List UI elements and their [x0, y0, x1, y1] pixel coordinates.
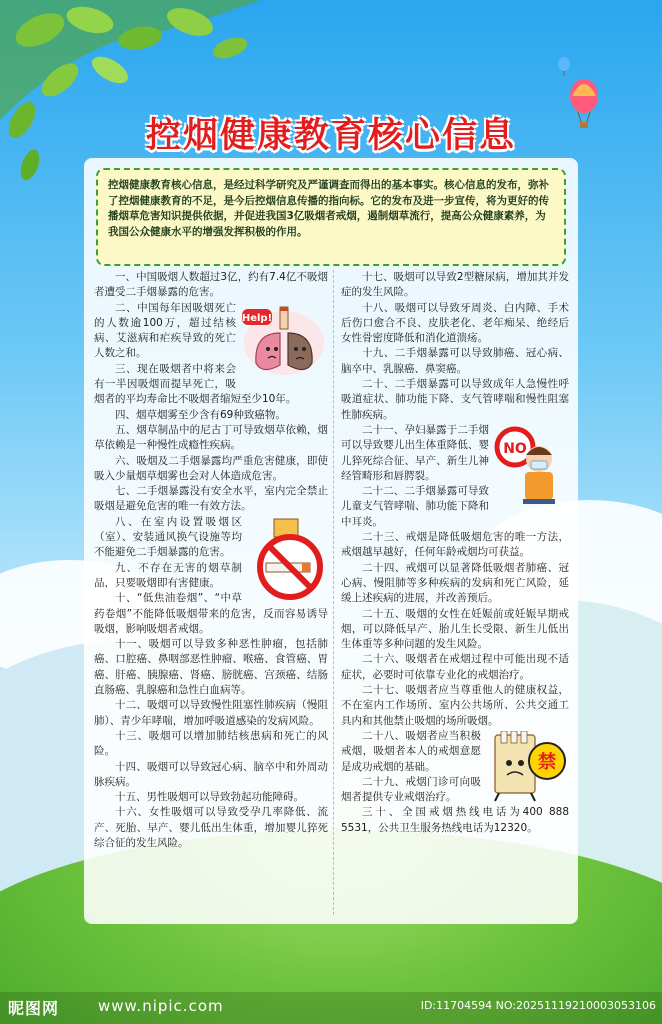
- core-message: 十三、吸烟可以增加肺结核患病和死亡的风险。: [94, 729, 328, 758]
- core-message: 十二、吸烟可以导致慢性阻塞性肺疾病（慢阻肺）、青少年哮喘，增加呼吸道感染的发病风险。: [94, 699, 328, 727]
- help-bubble-text: Help!: [241, 312, 273, 324]
- core-message: 十八、吸烟可以导致牙周炎、白内障、手术后伤口愈合不良、皮肤老化、老年痴呆、绝经后女性骨密度降低和消化道溃疡。: [341, 301, 569, 345]
- core-message: 十七、吸烟可以导致2型糖尿病，增加其并发症的发生风险。: [341, 271, 569, 299]
- core-message: 二十七、吸烟者应当尊重他人的健康权益，不在室内工作场所、室内公共场所、公共交通工具内和其他禁止吸烟的场所吸烟。: [341, 684, 569, 727]
- core-message: 五、烟草制品中的尼古丁可导致烟草依赖，烟草依赖是一种慢性成瘾性疾病。: [94, 423, 328, 452]
- core-message: 九、不存在无害的烟草制品，只要吸烟即有害健康。: [94, 561, 242, 589]
- watermark-logo: 昵图网: [8, 999, 60, 1018]
- core-message: 三、现在吸烟者中将来会有一半因吸烟而提早死亡，吸烟者的平均寿命比不吸烟者缩短至少10年。: [94, 362, 297, 406]
- column-divider: [333, 270, 334, 915]
- left-column: [94, 270, 328, 851]
- core-message: 八、在室内设置吸烟区（室）、安装通风换气设施等均不能避免二手烟暴露的危害。: [94, 515, 242, 559]
- core-message: 二十二、二手烟暴露可导致儿童支气管哮喘、肺功能下降和中耳炎。: [341, 485, 489, 528]
- core-message: 六、吸烟及二手烟暴露均严重危害健康，即使吸入少量烟草烟雾也会对人体造成危害。: [94, 454, 328, 482]
- core-message: 二十三、戒烟是降低吸烟危害的唯一方法，戒烟越早越好，任何年龄戒烟均可获益。: [341, 531, 569, 559]
- core-message: 二十、二手烟暴露可以导致成年人急慢性呼吸道症状、肺功能下降、支气管哮喘和慢性阻塞性肺疾病。: [341, 378, 569, 421]
- core-message: 十五、男性吸烟可以导致勃起功能障碍。: [115, 791, 304, 804]
- no-smoking-icon: [246, 517, 328, 601]
- core-message: 十、“低焦油卷烟”、“中草药卷烟”不能降低吸烟带来的危害，反而容易诱导吸烟，影响吸烟者戒烟。: [94, 592, 328, 635]
- page-title: 控烟健康教育核心信息: [145, 116, 516, 156]
- core-message: 十四、吸烟可以导致冠心病、脑卒中和外周动脉疾病。: [94, 760, 328, 788]
- core-message: 二十八、吸烟者应当积极戒烟，吸烟者本人的戒烟意愿是成功戒烟的基础。: [341, 729, 481, 773]
- sick-lungs-illustration: [240, 303, 328, 379]
- core-message: 一、中国吸烟人数超过3亿，约有7.4亿不吸烟者遭受二手烟暴露的危害。: [94, 271, 328, 299]
- core-message: 四、烟草烟雾至少含有69种致癌物。: [115, 408, 286, 421]
- core-message: 七、二手烟暴露没有安全水平，室内完全禁止吸烟是避免危害的唯一有效方法。: [94, 485, 328, 513]
- core-message: 十九、二手烟暴露可以导致肺癌、冠心病、脑卒中、乳腺癌、鼻窦癌。: [341, 347, 569, 375]
- ban-sign-text: 禁: [538, 751, 556, 773]
- watermark-site: www.nipic.com: [98, 997, 224, 1015]
- core-message: 十六、女性吸烟可以导致受孕几率降低、流产、死胎、早产、婴儿低出生体重，增加婴儿猝死综合征的发生风险。: [94, 806, 328, 849]
- core-message: 二十一、孕妇暴露于二手烟可以导致婴儿出生体重降低、婴儿猝死综合征、早产、新生儿神经管畸形和唇腭裂。: [341, 423, 489, 482]
- cigarette-pack-ban-illustration: [485, 731, 569, 803]
- core-message: 二十九、戒烟门诊可向吸烟者提供专业戒烟治疗。: [341, 775, 481, 804]
- core-message: 二十四、戒烟可以显著降低吸烟者肺癌、冠心病、慢阻肺等多种疾病的发病和死亡风险，延缓上述疾病的进展，并改善预后。: [341, 561, 569, 605]
- watermark-id: ID:11704594 NO:20251119210003053106: [420, 999, 656, 1012]
- intro-box: 控烟健康教育核心信息，是经过科学研究及严谨调查而得出的基本事实。核心信息的发布，弥补了控烟健康教育的不足，是今后控烟信息传播的指向标。它的发布及进一步宣传，将为更好的传播烟草危害知识提供依据，并促进我国3亿吸烟者戒烟，遏制烟草流行，提高公众健康素养，为我国公众健康水平的增强发挥积极的作用。: [96, 168, 566, 266]
- svg-text:NO: NO: [503, 440, 527, 457]
- masked-boy-refusing-smoke-illustration: [493, 425, 569, 505]
- core-message: 二十五、吸烟的女性在妊娠前或妊娠早期戒烟，可以降低早产、胎儿生长受限、新生儿低出生体重等多种问题的发生风险。: [341, 607, 569, 651]
- right-column: [341, 270, 569, 836]
- core-message: 二、中国每年因吸烟死亡的人数逾100万，超过结核病、艾滋病和疟疾导致的死亡人数之和。: [94, 301, 236, 360]
- core-message: 三十、全国戒烟热线电话为400 888 5531，公共卫生服务热线电话为12320。: [341, 806, 569, 834]
- core-message: 二十六、吸烟者在戒烟过程中可能出现不适症状，必要时可依靠专业化的戒烟治疗。: [341, 653, 569, 681]
- core-message: 十一、吸烟可以导致多种恶性肿瘤，包括肺癌、口腔癌、鼻咽部恶性肿瘤、喉癌、食管癌、胃癌、肝癌、胰腺癌、肾癌、膀胱癌、宫颈癌、结肠直肠癌、乳腺癌和急性白血病等。: [94, 638, 328, 697]
